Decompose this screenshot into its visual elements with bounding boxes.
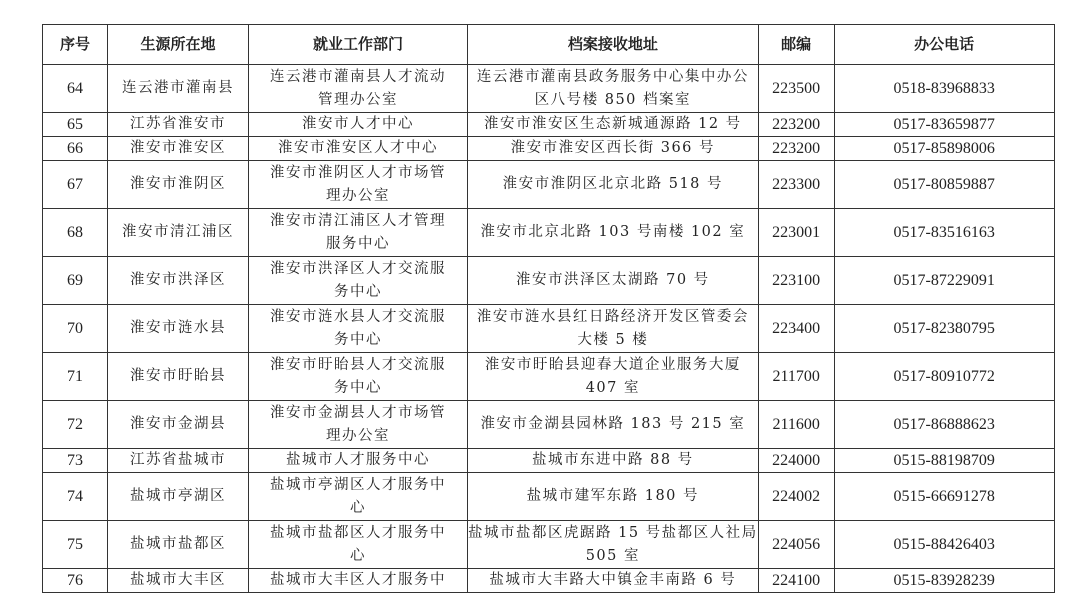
cell-dept xyxy=(249,569,468,593)
cell-dept xyxy=(249,161,468,209)
cell-address-line: 盐城市东进中路 88 号 xyxy=(532,452,694,468)
cell-dept-line: 淮安市盱眙县人才交流服 xyxy=(270,356,446,373)
header-phone: 办公电话 xyxy=(834,25,1054,65)
table-row xyxy=(43,569,1055,593)
cell-dept xyxy=(249,305,468,353)
table-row xyxy=(43,305,1055,353)
cell-zip: 211600 xyxy=(758,401,834,449)
cell-address xyxy=(468,473,759,521)
cell-location-line: 江苏省淮安市 xyxy=(130,116,226,132)
cell-phone: 0517-82380795 xyxy=(834,305,1054,353)
cell-address-line: 淮安市淮安区西长街 366 号 xyxy=(510,140,716,156)
table-row xyxy=(43,521,1055,569)
cell-phone: 0517-86888623 xyxy=(834,401,1054,449)
cell-dept-line: 心 xyxy=(350,547,366,564)
header-dept: 就业工作部门 xyxy=(249,25,468,65)
cell-dept-line: 服务中心 xyxy=(326,235,390,252)
cell-dept xyxy=(249,137,468,161)
cell-dept-line: 心 xyxy=(350,499,366,516)
table-row xyxy=(43,473,1055,521)
cell-no: 76 xyxy=(43,569,108,593)
cell-dept xyxy=(249,449,468,473)
cell-no: 74 xyxy=(43,473,108,521)
cell-dept-line: 淮安市淮安区人才中心 xyxy=(278,140,438,156)
table-row xyxy=(43,401,1055,449)
header-location: 生源所在地 xyxy=(108,25,249,65)
header-zip: 邮编 xyxy=(758,25,834,65)
cell-location-line: 盐城市大丰区 xyxy=(130,572,226,588)
table-body xyxy=(43,65,1055,593)
cell-location xyxy=(108,449,249,473)
cell-address xyxy=(468,353,759,401)
cell-location-line: 淮安市涟水县 xyxy=(130,320,226,336)
table-row xyxy=(43,137,1055,161)
cell-address-line: 淮安市北京北路 103 号南楼 102 室 xyxy=(480,224,746,240)
cell-address xyxy=(468,137,759,161)
cell-dept-line: 连云港市灌南县人才流动 xyxy=(270,68,446,85)
cell-address-line: 淮安市淮安区生态新城通源路 12 号 xyxy=(484,116,742,132)
header-address: 档案接收地址 xyxy=(468,25,759,65)
cell-phone: 0518-83968833 xyxy=(834,65,1054,113)
header-no: 序号 xyxy=(43,25,108,65)
cell-location xyxy=(108,65,249,113)
cell-phone: 0515-88426403 xyxy=(834,521,1054,569)
cell-no: 67 xyxy=(43,161,108,209)
cell-location-line: 淮安市盱眙县 xyxy=(130,368,226,384)
cell-address xyxy=(468,449,759,473)
cell-dept xyxy=(249,257,468,305)
cell-location-line: 江苏省盐城市 xyxy=(130,452,226,468)
cell-address xyxy=(468,521,759,569)
cell-location xyxy=(108,473,249,521)
cell-zip: 211700 xyxy=(758,353,834,401)
cell-no: 70 xyxy=(43,305,108,353)
cell-address-line: 淮安市淮阴区北京北路 518 号 xyxy=(502,176,724,192)
cell-address-line: 连云港市灌南县政务服务中心集中办公 xyxy=(476,68,749,85)
cell-dept xyxy=(249,473,468,521)
cell-address xyxy=(468,161,759,209)
cell-address-line: 淮安市金湖县园林路 183 号 215 室 xyxy=(480,416,746,432)
cell-zip: 223300 xyxy=(758,161,834,209)
cell-address-line: 407 室 xyxy=(585,379,640,396)
cell-dept-line: 理办公室 xyxy=(326,427,390,444)
cell-no: 68 xyxy=(43,209,108,257)
cell-address-line: 盐城市盐都区虎踞路 15 号盐都区人社局 xyxy=(468,524,758,541)
cell-address-line: 区八号楼 850 档案室 xyxy=(534,91,692,108)
cell-location-line: 淮安市金湖县 xyxy=(130,416,226,432)
cell-address-line: 505 室 xyxy=(585,547,640,564)
cell-address xyxy=(468,113,759,137)
cell-dept-line: 淮安市涟水县人才交流服 xyxy=(270,308,446,325)
table-row xyxy=(43,449,1055,473)
table-row xyxy=(43,257,1055,305)
cell-phone: 0515-83928239 xyxy=(834,569,1054,593)
cell-dept-line: 盐城市盐都区人才服务中 xyxy=(270,524,446,541)
cell-zip: 224056 xyxy=(758,521,834,569)
cell-zip: 223400 xyxy=(758,305,834,353)
cell-phone: 0517-80859887 xyxy=(834,161,1054,209)
cell-dept-line: 务中心 xyxy=(334,331,382,348)
cell-location-line: 盐城市亭湖区 xyxy=(130,488,226,504)
cell-address xyxy=(468,305,759,353)
cell-zip: 223200 xyxy=(758,137,834,161)
table-row xyxy=(43,353,1055,401)
cell-dept xyxy=(249,113,468,137)
cell-location xyxy=(108,161,249,209)
cell-address-line: 盐城市建军东路 180 号 xyxy=(526,488,700,504)
table-row xyxy=(43,113,1055,137)
cell-no: 69 xyxy=(43,257,108,305)
cell-dept xyxy=(249,401,468,449)
cell-location-line: 连云港市灌南县 xyxy=(122,80,234,96)
cell-location xyxy=(108,521,249,569)
table-row xyxy=(43,65,1055,113)
cell-zip: 223200 xyxy=(758,113,834,137)
cell-address xyxy=(468,569,759,593)
cell-address-line: 盐城市大丰路大中镇金丰南路 6 号 xyxy=(489,572,737,588)
cell-phone: 0517-85898006 xyxy=(834,137,1054,161)
cell-dept-line: 淮安市清江浦区人才管理 xyxy=(270,212,446,229)
cell-no: 72 xyxy=(43,401,108,449)
table-row xyxy=(43,209,1055,257)
cell-phone: 0517-87229091 xyxy=(834,257,1054,305)
cell-phone: 0517-80910772 xyxy=(834,353,1054,401)
cell-no: 75 xyxy=(43,521,108,569)
cell-zip: 223100 xyxy=(758,257,834,305)
cell-location xyxy=(108,401,249,449)
cell-address xyxy=(468,401,759,449)
cell-dept xyxy=(249,209,468,257)
table-row xyxy=(43,161,1055,209)
cell-dept-line: 淮安市人才中心 xyxy=(302,116,414,132)
cell-dept-line: 管理办公室 xyxy=(318,91,398,108)
header-row xyxy=(43,25,1055,65)
cell-dept-line: 淮安市洪泽区人才交流服 xyxy=(270,260,446,277)
cell-zip: 224100 xyxy=(758,569,834,593)
cell-address xyxy=(468,257,759,305)
cell-dept-line: 理办公室 xyxy=(326,187,390,204)
cell-location-line: 淮安市洪泽区 xyxy=(130,272,226,288)
cell-no: 71 xyxy=(43,353,108,401)
cell-address-line: 淮安市盱眙县迎春大道企业服务大厦 xyxy=(484,356,741,373)
cell-zip: 224002 xyxy=(758,473,834,521)
cell-location-line: 淮安市淮阴区 xyxy=(130,176,226,192)
cell-dept xyxy=(249,65,468,113)
cell-zip: 224000 xyxy=(758,449,834,473)
cell-location xyxy=(108,353,249,401)
cell-no: 66 xyxy=(43,137,108,161)
cell-phone: 0515-88198709 xyxy=(834,449,1054,473)
cell-address-line: 淮安市洪泽区太湖路 70 号 xyxy=(516,272,710,288)
cell-address-line: 淮安市涟水县红日路经济开发区管委会 xyxy=(476,308,749,325)
cell-zip: 223500 xyxy=(758,65,834,113)
cell-dept-line: 务中心 xyxy=(334,379,382,396)
cell-location xyxy=(108,137,249,161)
cell-location xyxy=(108,257,249,305)
cell-no: 73 xyxy=(43,449,108,473)
cell-zip: 223001 xyxy=(758,209,834,257)
cell-address xyxy=(468,209,759,257)
cell-dept xyxy=(249,521,468,569)
cell-location xyxy=(108,113,249,137)
cell-location-line: 淮安市淮安区 xyxy=(130,140,226,156)
cell-location-line: 淮安市清江浦区 xyxy=(122,224,234,240)
cell-location xyxy=(108,569,249,593)
cell-phone: 0517-83516163 xyxy=(834,209,1054,257)
cell-dept-line: 淮安市淮阴区人才市场管 xyxy=(270,164,446,181)
cell-no: 64 xyxy=(43,65,108,113)
cell-dept-line: 盐城市亭湖区人才服务中 xyxy=(270,476,446,493)
cell-dept xyxy=(249,353,468,401)
cell-dept-line: 务中心 xyxy=(334,283,382,300)
cell-dept-line: 盐城市人才服务中心 xyxy=(286,452,430,468)
cell-address xyxy=(468,65,759,113)
cell-location-line: 盐城市盐都区 xyxy=(130,536,226,552)
cell-location xyxy=(108,305,249,353)
cell-address-line: 大楼 5 楼 xyxy=(577,331,649,348)
contact-table xyxy=(42,24,1055,593)
cell-phone: 0517-83659877 xyxy=(834,113,1054,137)
cell-location xyxy=(108,209,249,257)
cell-dept-line: 盐城市大丰区人才服务中 xyxy=(270,572,446,588)
cell-no: 65 xyxy=(43,113,108,137)
cell-dept-line: 淮安市金湖县人才市场管 xyxy=(270,404,446,421)
cell-phone: 0515-66691278 xyxy=(834,473,1054,521)
